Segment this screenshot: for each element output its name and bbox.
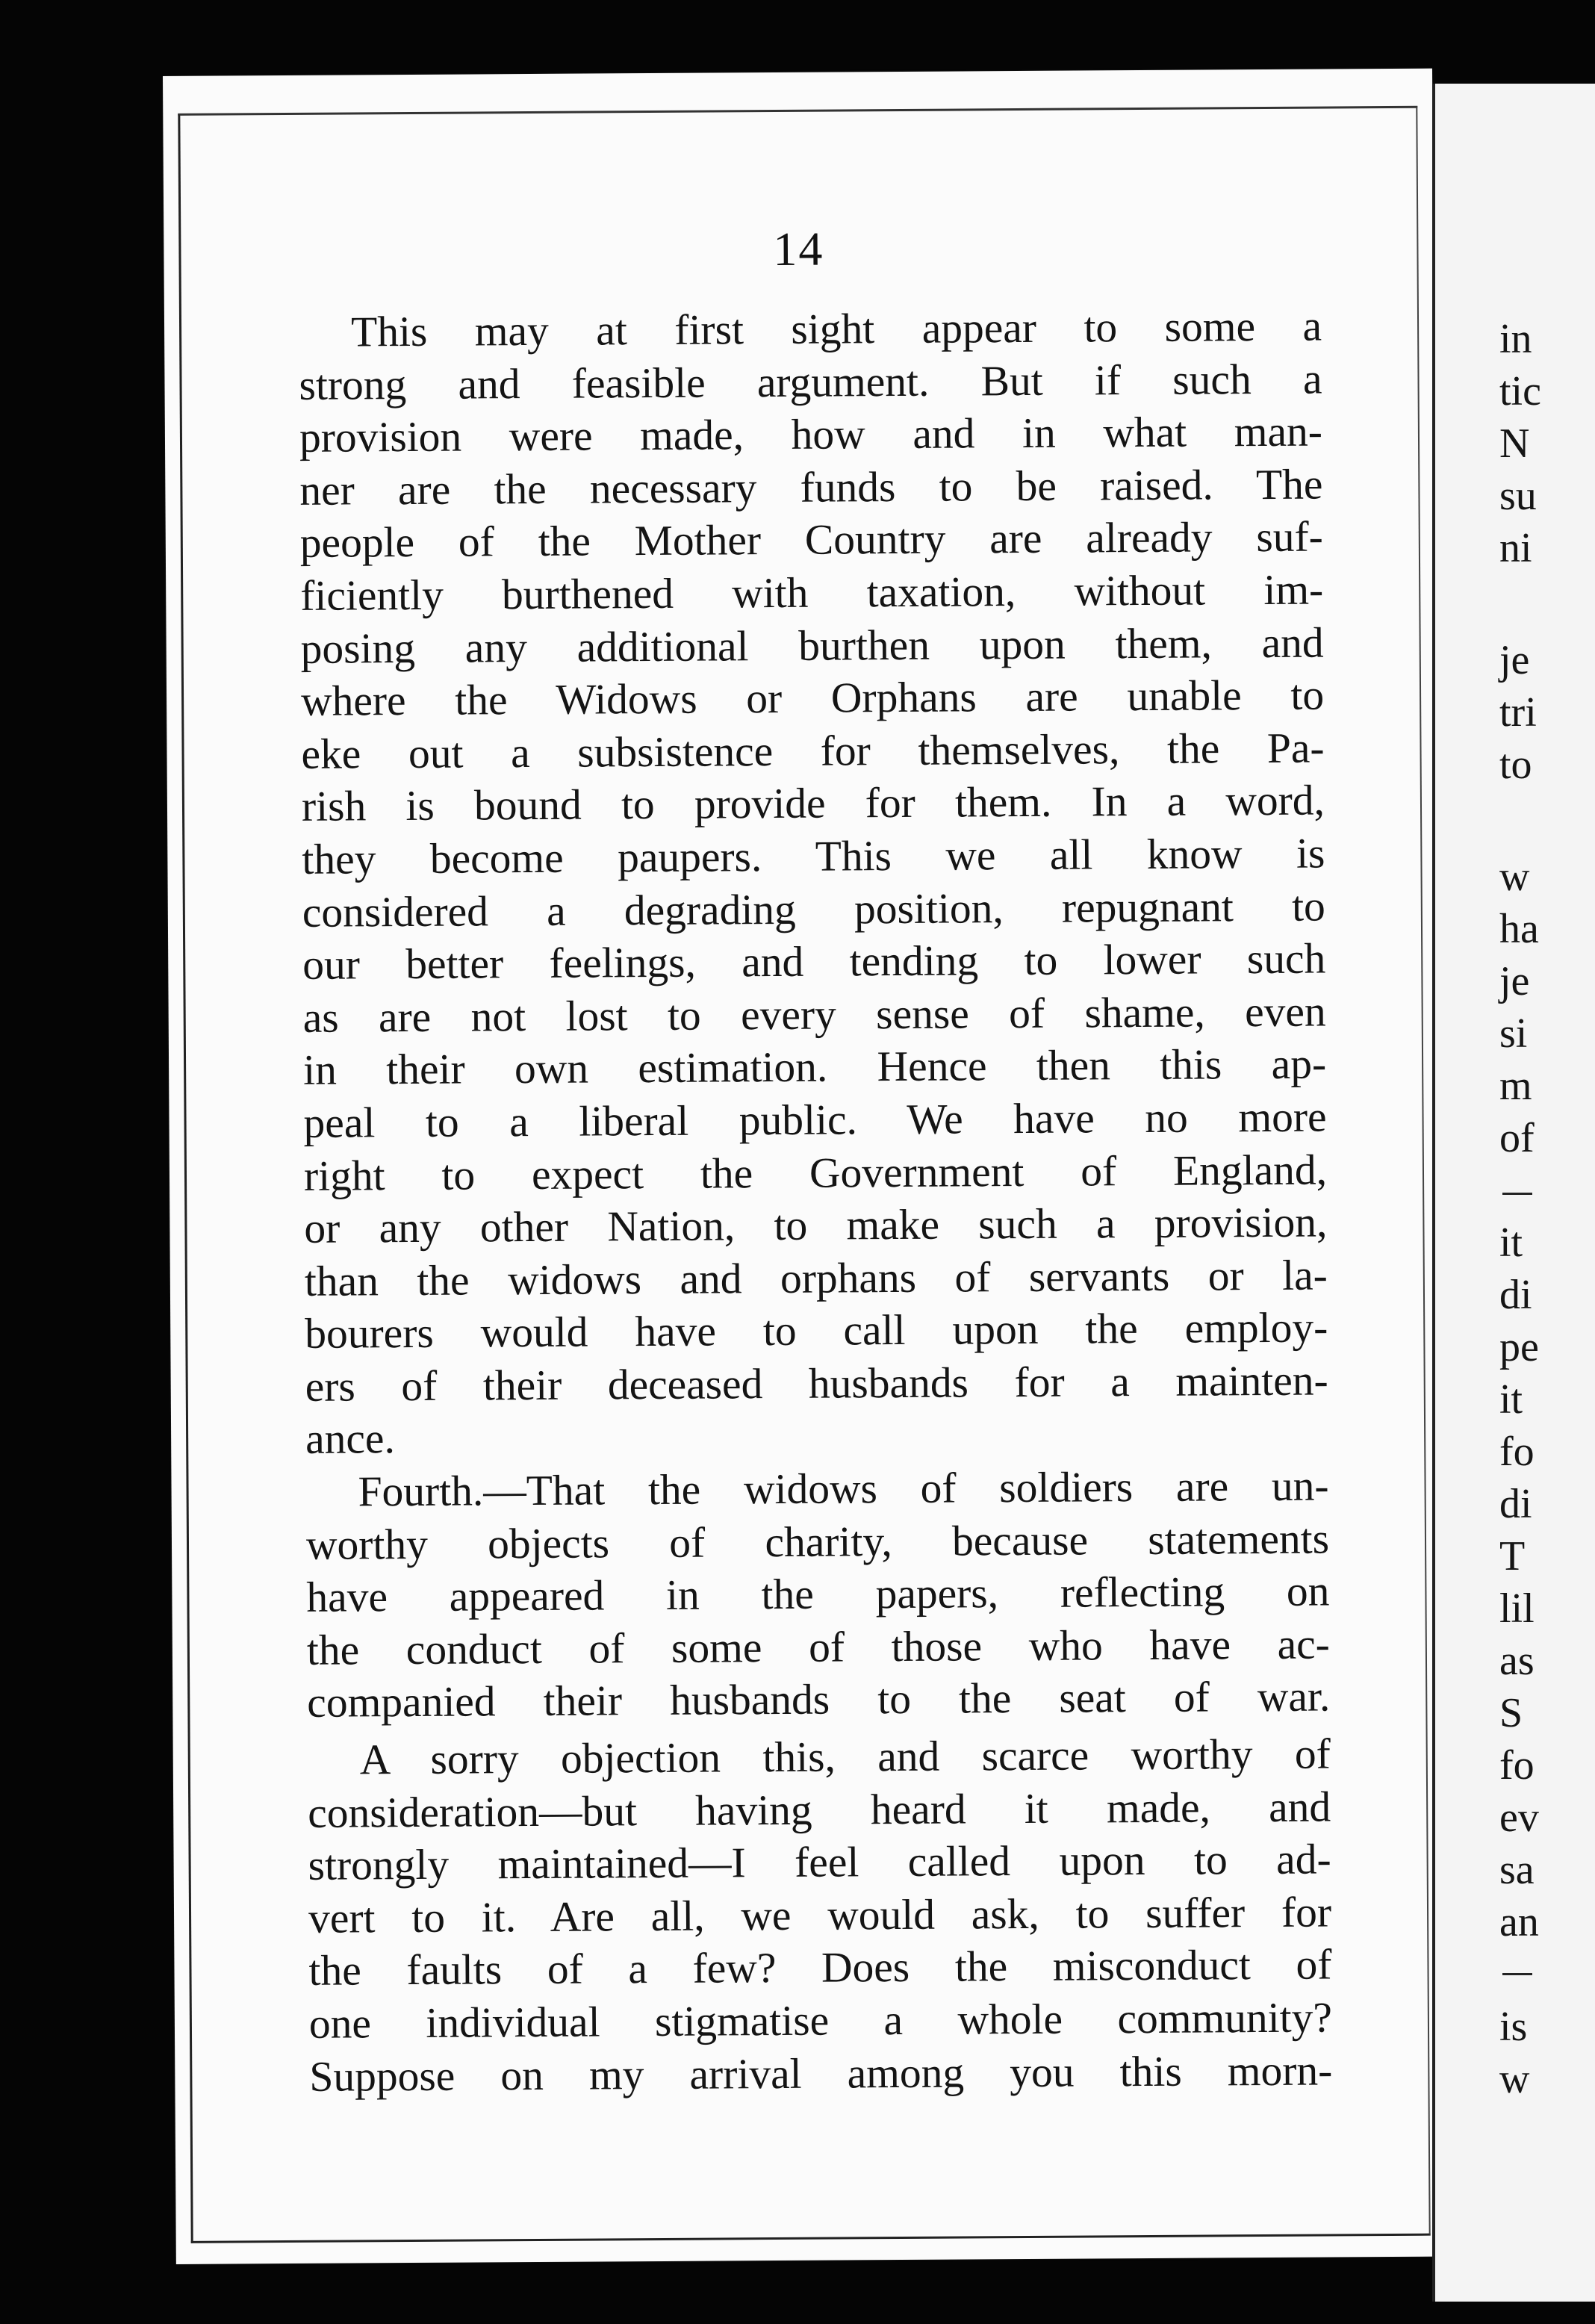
text-line: strongly maintained—I feel called upon to ad-: [308, 1836, 1331, 1890]
text-line: consideration—but having heard it made, and: [308, 1783, 1331, 1837]
text-line: Suppose on my arrival among you this morn-: [309, 2047, 1333, 2101]
text-line: strong and feasible argument. But if such a: [299, 355, 1322, 409]
text-line: our better feelings, and tending to lower such: [302, 935, 1326, 989]
fragment-text: si: [1499, 1010, 1528, 1057]
fragment-text: fo: [1499, 1429, 1535, 1475]
fragment-text: sa: [1499, 1847, 1535, 1893]
text-line: right to expect the Government of England,: [303, 1146, 1328, 1200]
fragment-text: as: [1499, 1638, 1535, 1684]
fragment-text: su: [1499, 473, 1537, 519]
text-line: ers of their deceased husbands for a mainten-: [305, 1357, 1328, 1411]
text-line: worthy objects of charity, because statements: [305, 1515, 1330, 1569]
fragment-text: m: [1499, 1063, 1532, 1109]
page-body-text: [299, 301, 1333, 2104]
fragment-text: di: [1499, 1272, 1532, 1318]
fragment-text: pe: [1499, 1324, 1539, 1370]
fragment-text: to: [1499, 742, 1532, 788]
fragment-text: of: [1499, 1115, 1535, 1161]
fragment-text: fo: [1499, 1742, 1535, 1789]
text-line: A sorry objection this, and scarce worthy of: [359, 1730, 1331, 1784]
text-line: ficiently burthened with taxation, without im-: [300, 566, 1324, 620]
fragment-text: w: [1499, 854, 1530, 900]
text-line: rish is bound to provide for them. In a word,: [301, 777, 1325, 831]
fragment-text: je: [1499, 637, 1530, 683]
text-line: have appeared in the papers, reflecting on: [306, 1568, 1330, 1622]
page-number: 14: [773, 222, 824, 276]
text-line: considered a degrading position, repugnant to: [302, 883, 1326, 936]
text-line: the faults of a few? Does the misconduct of: [308, 1941, 1332, 1995]
text-line: ner are the necessary funds to be raised. The: [299, 461, 1323, 515]
fragment-text: T: [1499, 1533, 1526, 1579]
fragment-text: it: [1499, 1376, 1523, 1423]
fragment-text: tri: [1499, 689, 1537, 736]
text-line: than the widows and orphans of servants or la-: [304, 1252, 1328, 1305]
book-page: [163, 69, 1446, 2264]
text-line: in their own estimation. Hence then this ap-: [302, 1040, 1327, 1095]
text-line: bourers would have to call upon the employ-: [305, 1304, 1328, 1358]
text-line: or any other Nation, to make such a provision,: [304, 1199, 1328, 1252]
fragment-text: je: [1499, 958, 1530, 1004]
text-line: eke out a subsistence for themselves, the Pa-: [301, 724, 1325, 778]
fragment-text: tic: [1499, 368, 1541, 414]
text-line: where the Widows or Orphans are unable to: [300, 671, 1325, 726]
fragment-text: in: [1499, 316, 1532, 362]
text-line: This may at first sight appear to some a: [350, 302, 1322, 356]
text-line: as are not lost to every sense of shame, even: [302, 988, 1326, 1042]
fragment-text: ev: [1499, 1795, 1539, 1841]
fragment-text: it: [1499, 1220, 1523, 1266]
text-line: they become paupers. This we all know is: [302, 830, 1325, 883]
adjacent-page-fragment: [1432, 84, 1595, 2302]
fragment-text: N: [1499, 420, 1530, 467]
text-line: peal to a liberal public. We have no more: [303, 1093, 1327, 1147]
fragment-text: di: [1499, 1481, 1532, 1527]
text-line: Fourth.—That the widows of soldiers are un-: [358, 1462, 1329, 1516]
fragment-text: ni: [1499, 525, 1532, 571]
fragment-text: an: [1499, 1899, 1539, 1945]
text-line: provision were made, how and in what man-: [299, 408, 1323, 462]
fragment-text: ha: [1499, 906, 1539, 952]
dash-rule: [1502, 1193, 1532, 1195]
text-line: vert to it. Are all, we would ask, to suffer for: [308, 1889, 1332, 1942]
fragment-text: is: [1499, 2004, 1528, 2050]
text-line: companied their husbands to the seat of war.: [307, 1673, 1331, 1727]
text-line: one individual stigmatise a whole community?: [308, 1994, 1333, 2048]
dash-rule: [1502, 1973, 1532, 1975]
text-line: the conduct of some of those who have ac-: [306, 1621, 1331, 1674]
fragment-text: lil: [1499, 1585, 1535, 1632]
text-line: posing any additional burthen upon them, and: [300, 619, 1324, 673]
fragment-text: S: [1499, 1690, 1523, 1736]
text-line: people of the Mother Country are already suf-: [299, 513, 1323, 568]
fragment-text: w: [1499, 2056, 1530, 2102]
text-line: ance.: [305, 1415, 396, 1464]
